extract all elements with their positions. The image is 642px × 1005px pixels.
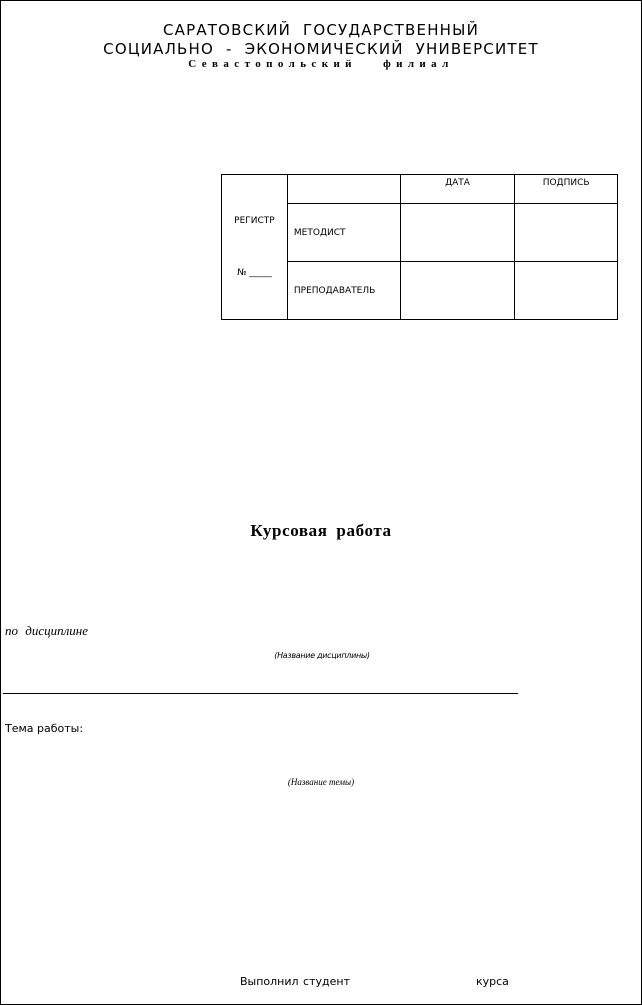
- methodist-row-label: МЕТОДИСТ: [287, 204, 400, 262]
- theme-placeholder: (Название темы): [287, 777, 355, 787]
- document-title: Курсовая работа: [250, 521, 392, 540]
- student-label: Выполнил студент: [240, 975, 350, 988]
- discipline-rule: [3, 693, 518, 694]
- university-name-line2: СОЦИАЛЬНО - ЭКОНОМИЧЕСКИЙ УНИВЕРСИТЕТ: [103, 40, 539, 58]
- discipline-placeholder: (Название дисциплины): [274, 651, 370, 660]
- methodist-date-cell: [400, 204, 514, 262]
- date-column-header: ДАТА: [400, 175, 514, 204]
- university-name-line1: САРАТОВСКИЙ ГОСУДАРСТВЕННЫЙ: [162, 21, 480, 39]
- theme-label: Тема работы:: [5, 722, 84, 735]
- register-number: № _____: [237, 268, 272, 278]
- register-table: [221, 174, 618, 320]
- signature-column-header: ПОДПИСЬ: [515, 175, 618, 204]
- teacher-signature-cell: [515, 262, 618, 320]
- methodist-signature-cell: [515, 204, 618, 262]
- register-cell: [222, 175, 288, 320]
- teacher-row-label: ПРЕПОДАВАТЕЛЬ: [287, 262, 400, 320]
- register-label: РЕГИСТР: [234, 216, 275, 226]
- teacher-date-cell: [400, 262, 514, 320]
- discipline-label: по дисциплине: [5, 623, 88, 638]
- header-empty-cell: [287, 175, 400, 204]
- course-label: курса: [476, 975, 509, 988]
- branch-name: Севастопольский филиал: [188, 58, 454, 70]
